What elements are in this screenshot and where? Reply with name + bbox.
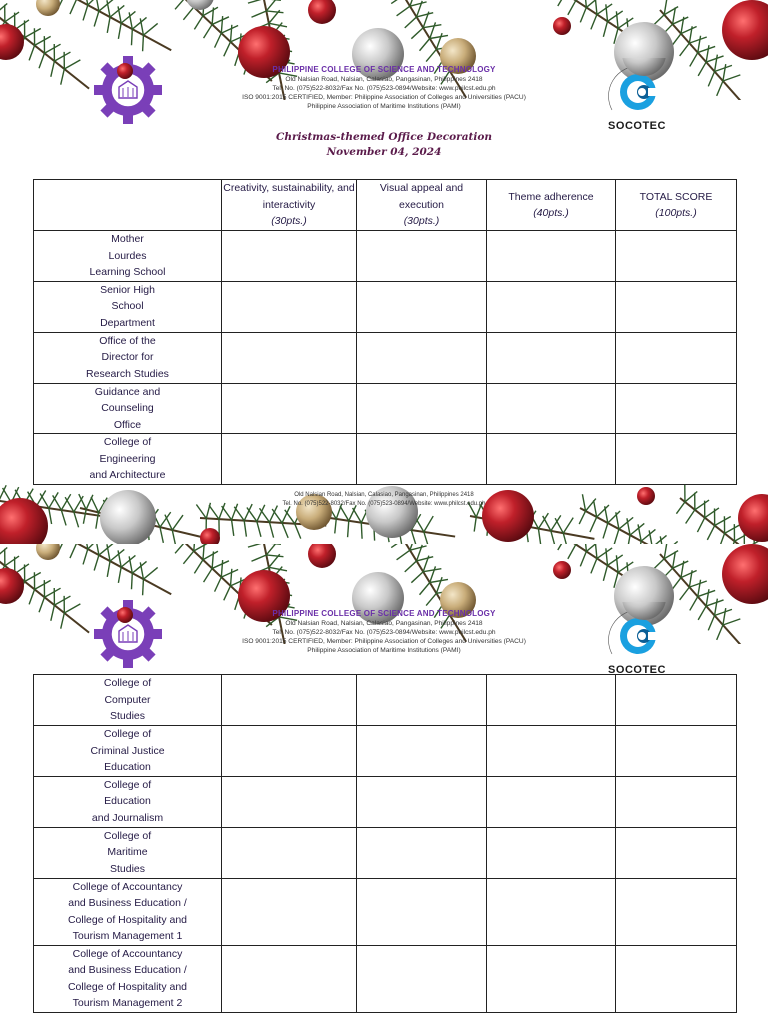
event-heading <box>0 130 768 160</box>
score-cell-theme[interactable] <box>487 434 616 485</box>
christmas-garland-bottom <box>0 478 768 544</box>
score-cell-total[interactable] <box>616 675 737 726</box>
row-label-office: College of Criminal Justice Education <box>34 726 222 777</box>
score-cell-creativity[interactable] <box>222 383 357 434</box>
row-label-office: College of Education and Journalism <box>34 776 222 827</box>
row-label-office: College of Maritime Studies <box>34 827 222 878</box>
score-cell-creativity[interactable] <box>222 231 357 282</box>
score-cell-creativity[interactable] <box>222 776 357 827</box>
score-cell-total[interactable] <box>616 776 737 827</box>
score-cell-creativity[interactable] <box>222 827 357 878</box>
column-header-theme: Theme adherence (40pts.) <box>487 180 616 231</box>
institution-address: Old Nalsian Road, Nalsian, Calasiao, Pangasinan, Philippines 2418 <box>285 620 483 627</box>
table-row <box>34 878 737 945</box>
row-label-office: Mother Lourdes Learning School <box>34 231 222 282</box>
table-row <box>34 231 737 282</box>
table-row <box>34 281 737 332</box>
score-cell-creativity[interactable] <box>222 945 357 1012</box>
table-row <box>34 332 737 383</box>
score-cell-total[interactable] <box>616 945 737 1012</box>
column-header-creativity: Creativity, sustainability, and interactivity (30pts.) <box>222 180 357 231</box>
score-cell-total[interactable] <box>616 434 737 485</box>
table-row <box>34 675 737 726</box>
row-label-office: College of Computer Studies <box>34 675 222 726</box>
table-row <box>34 776 737 827</box>
letterhead <box>0 64 768 111</box>
score-cell-theme[interactable] <box>487 726 616 777</box>
score-cell-visual-appeal[interactable] <box>357 332 487 383</box>
score-cell-visual-appeal[interactable] <box>357 231 487 282</box>
score-cell-total[interactable] <box>616 878 737 945</box>
row-label-office: College of Accountancy and Business Education / College of Hospitality and Tourism Management 2 <box>34 945 222 1012</box>
corner-cell <box>34 180 222 231</box>
score-cell-total[interactable] <box>616 332 737 383</box>
score-cell-theme[interactable] <box>487 383 616 434</box>
score-cell-visual-appeal[interactable] <box>357 726 487 777</box>
score-cell-theme[interactable] <box>487 332 616 383</box>
score-cell-total[interactable] <box>616 827 737 878</box>
row-label-office: Senior High School Department <box>34 281 222 332</box>
score-cell-visual-appeal[interactable] <box>357 827 487 878</box>
score-cell-creativity[interactable] <box>222 332 357 383</box>
institution-pami: Philippine Association of Maritime Institutions (PAMI) <box>307 647 461 654</box>
column-header-total: TOTAL SCORE (100pts.) <box>616 180 737 231</box>
score-cell-theme[interactable] <box>487 231 616 282</box>
table-header-row <box>34 180 737 231</box>
footer-contact-line: Tel. No. (075)522-8032/Fax No. (075)523-0894/Website: www.philcst.edu.ph <box>282 501 486 507</box>
score-cell-visual-appeal[interactable] <box>357 434 487 485</box>
score-cell-creativity[interactable] <box>222 434 357 485</box>
score-cell-visual-appeal[interactable] <box>357 281 487 332</box>
score-cell-visual-appeal[interactable] <box>357 945 487 1012</box>
footer-address-line: Old Nalsian Road, Nalsian, Calasiao, Pangasinan, Philippines 2418 <box>294 492 474 498</box>
table-row <box>34 726 737 777</box>
score-cell-creativity[interactable] <box>222 726 357 777</box>
institution-name: PHILIPPINE COLLEGE OF SCIENCE AND TECHNOLOGY <box>272 65 496 74</box>
event-title: Christmas-themed Office Decoration <box>276 131 492 143</box>
row-label-office: Guidance and Counseling Office <box>34 383 222 434</box>
score-cell-creativity[interactable] <box>222 281 357 332</box>
score-cell-theme[interactable] <box>487 945 616 1012</box>
score-cell-theme[interactable] <box>487 675 616 726</box>
socotec-brand-text: SOCOTEC <box>608 664 666 676</box>
score-cell-theme[interactable] <box>487 827 616 878</box>
institution-contact: Tel. No. (075)522-8032/Fax No. (075)523-0894/Website: www.philcst.edu.ph <box>272 629 496 636</box>
socotec-brand-text: SOCOTEC <box>608 120 666 132</box>
score-cell-total[interactable] <box>616 383 737 434</box>
institution-address: Old Nalsian Road, Nalsian, Calasiao, Pangasinan, Philippines 2418 <box>285 76 483 83</box>
footer-address <box>0 491 768 509</box>
score-cell-creativity[interactable] <box>222 675 357 726</box>
institution-iso: ISO 9001:2015 CERTIFIED, Member: Philippine Association of Colleges and Universities (PACU) <box>242 638 526 645</box>
score-cell-total[interactable] <box>616 726 737 777</box>
score-cell-visual-appeal[interactable] <box>357 383 487 434</box>
score-cell-visual-appeal[interactable] <box>357 776 487 827</box>
table-row <box>34 827 737 878</box>
score-cell-total[interactable] <box>616 231 737 282</box>
scoring-table-page-2 <box>33 674 737 1013</box>
institution-contact: Tel. No. (075)522-8032/Fax No. (075)523-0894/Website: www.philcst.edu.ph <box>272 85 496 92</box>
event-date: November 04, 2024 <box>326 146 442 158</box>
score-cell-visual-appeal[interactable] <box>357 675 487 726</box>
row-label-office: Office of the Director for Research Studies <box>34 332 222 383</box>
score-cell-theme[interactable] <box>487 281 616 332</box>
score-cell-total[interactable] <box>616 281 737 332</box>
score-cell-theme[interactable] <box>487 776 616 827</box>
score-cell-theme[interactable] <box>487 878 616 945</box>
page-2 <box>0 544 768 1024</box>
column-header-visual-appeal: Visual appeal and execution (30pts.) <box>357 180 487 231</box>
row-label-office: College of Accountancy and Business Education / College of Hospitality and Tourism Management 1 <box>34 878 222 945</box>
table-row <box>34 945 737 1012</box>
row-label-office: College of Engineering and Architecture <box>34 434 222 485</box>
scoring-table-page-1 <box>33 179 737 485</box>
institution-iso: ISO 9001:2015 CERTIFIED, Member: Philippine Association of Colleges and Universities (PACU) <box>242 94 526 101</box>
table-row <box>34 383 737 434</box>
score-cell-creativity[interactable] <box>222 878 357 945</box>
institution-pami: Philippine Association of Maritime Institutions (PAMI) <box>307 103 461 110</box>
letterhead-page-2 <box>0 608 768 655</box>
score-cell-visual-appeal[interactable] <box>357 878 487 945</box>
table-row <box>34 434 737 485</box>
institution-name: PHILIPPINE COLLEGE OF SCIENCE AND TECHNOLOGY <box>272 609 496 618</box>
